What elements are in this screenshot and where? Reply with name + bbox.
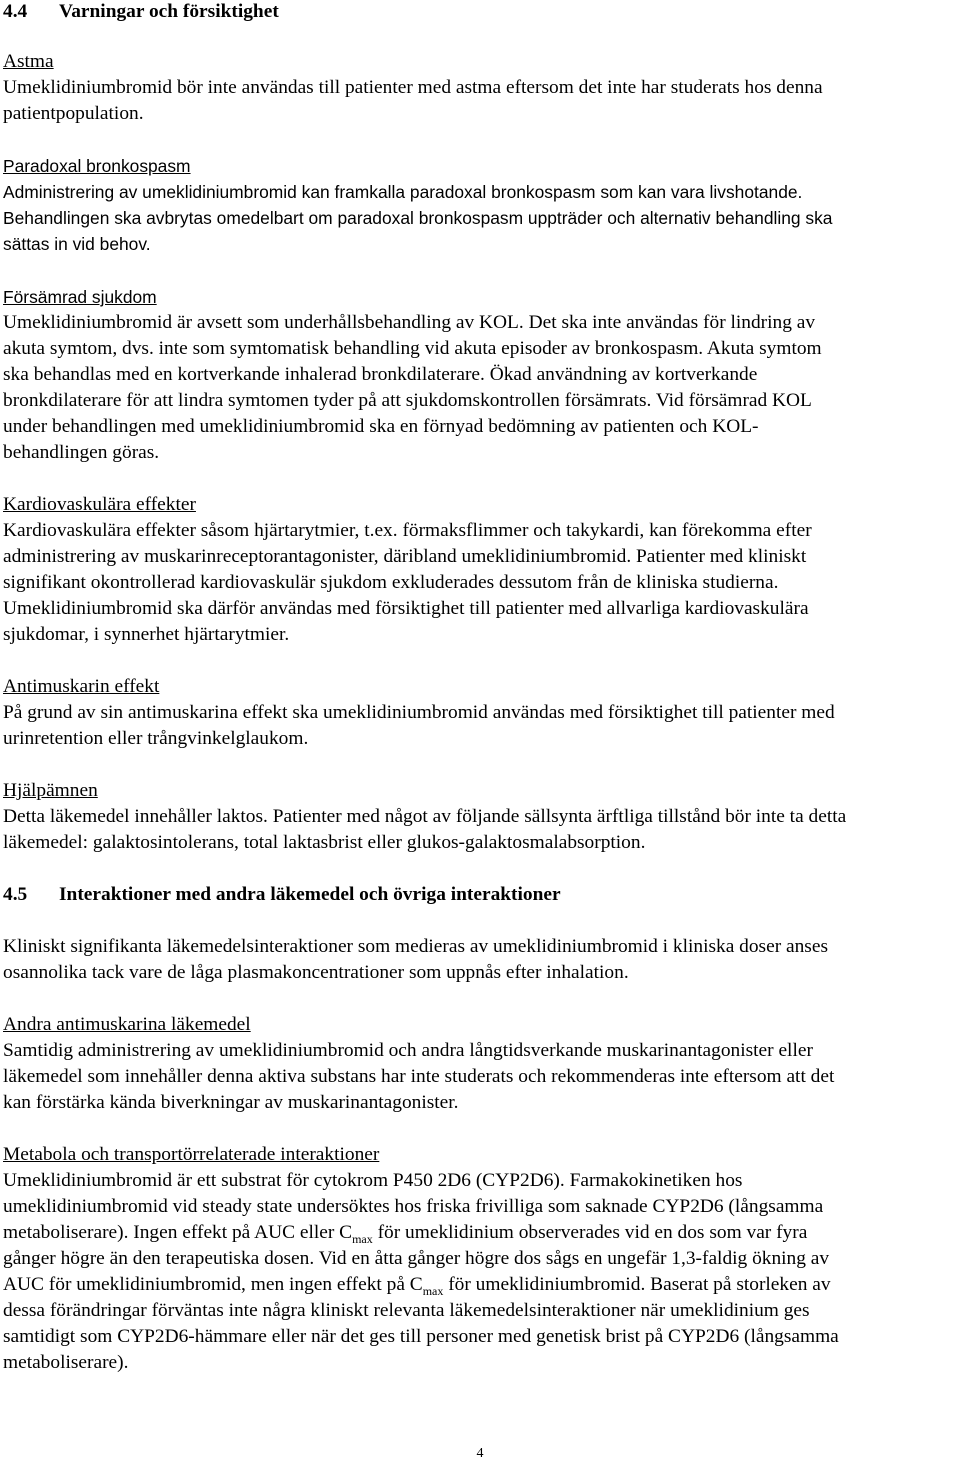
text-line: signifikant okontrollerad kardiovaskulär sjukdom exkluderades dessutom från de kliniska studierna.	[3, 572, 779, 593]
subheading-metabola: Metabola och transportörrelaterade interaktioner	[3, 1144, 380, 1165]
text-line: kan förstärka kända biverkningar av muskarinantagonister.	[3, 1092, 459, 1113]
text-line: läkemedel som innehåller denna aktiva substans har inte studerats och rekommenderas inte eftersom att det	[3, 1066, 835, 1087]
text-line	[3, 1220, 959, 1246]
section-heading-4-5	[3, 882, 561, 908]
text-line: dessa förändringar förväntas inte några kliniskt relevanta läkemedelsinteraktioner när umeklidinium ges	[3, 1300, 810, 1321]
section-kardiovaskulara-effekter	[3, 492, 959, 648]
section-number: 4.4	[3, 1, 28, 22]
text-line: Umeklidiniumbromid ska därför användas med försiktighet till patienter med allvarliga kardiovaskulära	[3, 598, 809, 619]
section-andra-antimuskarina	[3, 1012, 959, 1116]
text-line: akuta symtom, dvs. inte som symtomatisk behandling vid akuta episoder av bronkospasm. Akuta symtom	[3, 338, 822, 359]
subheading-paradoxal: Paradoxal bronkospasm	[3, 156, 191, 176]
text-line: samtidigt som CYP2D6-hämmare eller när det ges till personer med genetisk brist på CYP2D6 (långsamma	[3, 1326, 839, 1347]
text-line: Kliniskt signifikanta läkemedelsinteraktioner som medieras av umeklidiniumbromid i kliniska doser anses	[3, 936, 829, 957]
text-line: På grund av sin antimuskarina effekt ska umeklidiniumbromid användas med försiktighet till patienter med	[3, 702, 835, 723]
text-line	[3, 1272, 959, 1298]
section-number: 4.5	[3, 884, 28, 905]
text-line: under behandlingen med umeklidiniumbromid ska en förnyad bedömning av patienten och KOL-	[3, 416, 759, 437]
text-line: Umeklidiniumbromid är ett substrat för cytokrom P450 2D6 (CYP2D6). Farmakokinetiken hos	[3, 1170, 743, 1191]
text-fragment: för umeklidiniumbromid. Baserat på storleken av	[443, 1274, 831, 1295]
text-line: Kardiovaskulära effekter såsom hjärtarytmier, t.ex. förmaksflimmer och takykardi, kan förekomma efter	[3, 520, 812, 541]
text-line: urinretention eller trångvinkelglaukom.	[3, 728, 309, 749]
subscript-max: max	[352, 1231, 373, 1246]
text-line: Administrering av umeklidiniumbromid kan framkalla paradoxal bronkospasm som kan vara livshotande.	[3, 182, 803, 202]
text-line: patientpopulation.	[3, 103, 144, 124]
section-paradoxal-bronkospasm	[3, 153, 959, 257]
text-line: sjukdomar, i synnerhet hjärtarytmier.	[3, 624, 290, 645]
section-title: Interaktioner med andra läkemedel och övriga interaktioner	[59, 884, 561, 905]
text-line: ska behandlas med en kortverkande inhalerad bronkdilaterare. Ökad användning av kortverkande	[3, 364, 758, 385]
text-line: behandlingen göras.	[3, 442, 160, 463]
text-line: osannolika tack vare de låga plasmakoncentrationer som uppnås efter inhalation.	[3, 962, 629, 983]
section-hjalpamnen	[3, 778, 959, 856]
page-number: 4	[476, 1446, 484, 1461]
text-line: gånger högre än den terapeutiska dosen. Vid en åtta gånger högre dos sågs en ungefär 1,3-faldig ökning av	[3, 1248, 830, 1269]
subheading-antimuskarin: Antimuskarin effekt	[3, 676, 160, 697]
subscript-max: max	[422, 1283, 444, 1298]
text-line: umeklidiniumbromid vid steady state undersöktes hos friska frivilliga som saknade CYP2D6 (långsamma	[3, 1196, 824, 1217]
subheading-kardio: Kardiovaskulära effekter	[3, 494, 196, 515]
text-line: Detta läkemedel innehåller laktos. Patienter med något av följande sällsynta ärftliga tillstånd bör inte ta detta	[3, 806, 847, 827]
text-line: administrering av muskarinreceptorantagonister, däribland umeklidiniumbromid. Patienter med kliniskt	[3, 546, 807, 567]
section-4-5-intro	[3, 934, 959, 986]
text-line: Umeklidiniumbromid bör inte användas till patienter med astma eftersom det inte har studerats hos denna	[3, 77, 823, 98]
section-metabola-interaktioner	[3, 1142, 959, 1376]
text-line: bronkdilaterare för att lindra symtomen tyder på att sjukdomskontrollen försämrats. Vid försämrad KOL	[3, 390, 812, 411]
subheading-astma: Astma	[3, 51, 54, 72]
section-heading-4-4	[3, 0, 279, 25]
section-title: Varningar och försiktighet	[59, 1, 279, 22]
text-fragment: för umeklidinium observerades vid en dos som var fyra	[372, 1222, 808, 1243]
text-fragment: metaboliserare). Ingen effekt på AUC eller C	[3, 1222, 353, 1243]
section-antimuskarin-effekt	[3, 674, 959, 752]
subheading-hjalpamnen: Hjälpämnen	[3, 780, 98, 801]
subheading-andra: Andra antimuskarina läkemedel	[3, 1014, 251, 1035]
text-fragment: AUC för umeklidiniumbromid, men ingen effekt på C	[3, 1274, 423, 1295]
text-line: Umeklidiniumbromid är avsett som underhållsbehandling av KOL. Det ska inte användas för lindring av	[3, 312, 816, 333]
text-line: metaboliserare).	[3, 1352, 129, 1373]
text-line: Behandlingen ska avbrytas omedelbart om paradoxal bronkospasm uppträder och alternativ behandling ska	[3, 208, 833, 228]
text-line: sättas in vid behov.	[3, 234, 151, 254]
text-line: Samtidig administrering av umeklidiniumbromid och andra långtidsverkande muskarinantagonister eller	[3, 1040, 813, 1061]
text-line: läkemedel: galaktosintolerans, total laktasbrist eller glukos-galaktosmalabsorption.	[3, 832, 646, 853]
section-astma	[3, 49, 959, 127]
section-forsamrad-sjukdom	[3, 284, 959, 466]
subheading-forsamrad: Försämrad sjukdom	[3, 287, 157, 307]
